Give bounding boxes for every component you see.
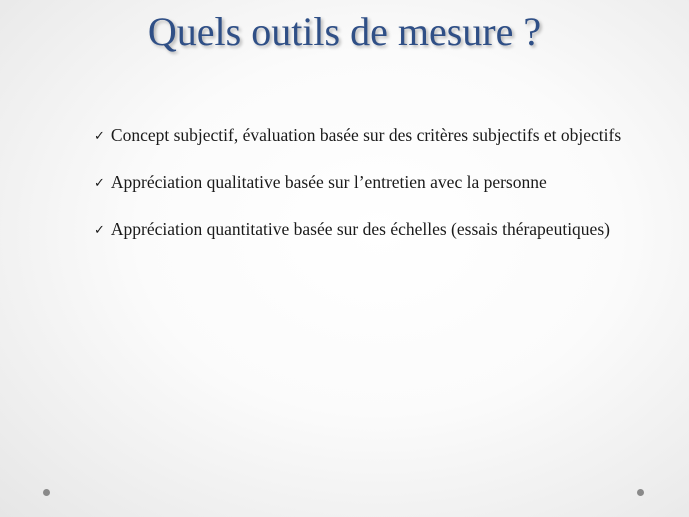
slide-title: Quels outils de mesure ? (147, 9, 542, 54)
decorative-dot-left (43, 489, 50, 496)
check-icon: ✓ (94, 176, 105, 191)
bullet-list (94, 124, 654, 265)
bullet-text: Appréciation qualitative basée sur l’entretien avec la personne (110, 172, 547, 192)
bullet-item (94, 171, 654, 196)
decorative-dot-right (637, 489, 644, 496)
bullet-item (94, 124, 654, 149)
check-icon: ✓ (94, 129, 105, 144)
check-icon: ✓ (94, 223, 105, 238)
bullet-text: Concept subjectif, évaluation basée sur des critères subjectifs et objectifs (110, 125, 622, 145)
bullet-text: Appréciation quantitative basée sur des échelles (essais thérapeutiques) (110, 219, 610, 239)
bullet-item (94, 218, 654, 243)
